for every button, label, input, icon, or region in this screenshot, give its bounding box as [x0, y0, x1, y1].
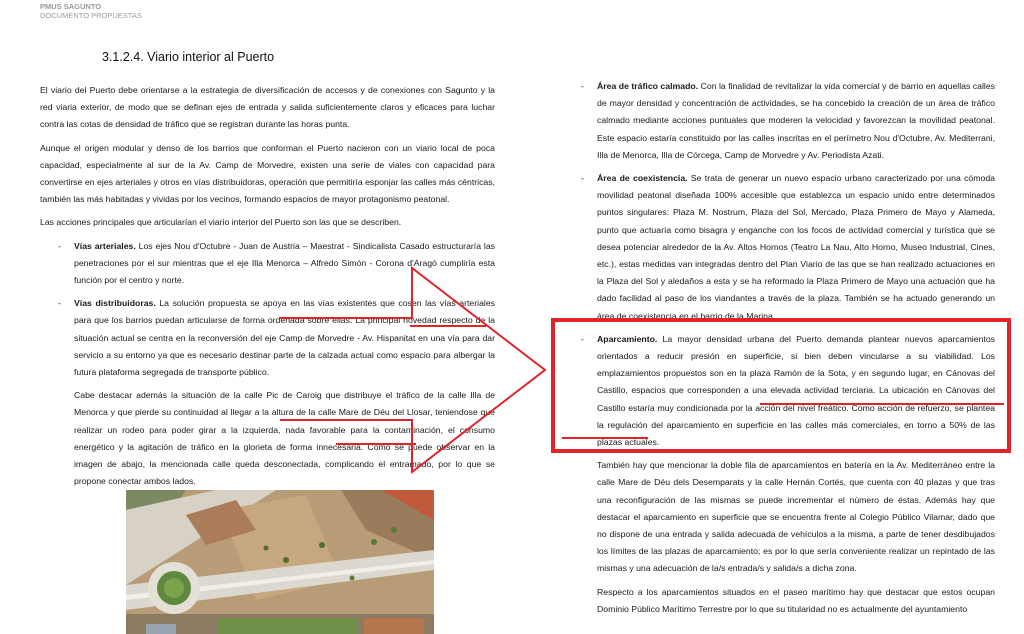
paragraph: Respecto a los aparcamientos situados en el paseo marítimo hay que destacar que estos ocupan Dominio Público Marítimo Terrestre por lo que su titularidad no es actualmente del ayuntamiento: [597, 586, 995, 614]
paragraph: También hay que mencionar la doble fila de aparcamientos en batería en la Av. Mediterráneo entre la calle Mare de Déu dels Desemparats y la calle Hernán Cortés, que cuenta con 40 plazas y que tras una reconfiguración de las mismas se puede incrementar el número de éstas. Además hay que destacar el aparcamiento en superficie que se encuentra frente al Colegio Público Vilamar, dado que no dispone de una entrada y salida adecuada de vehículos a la misma, a parte de tener desdibujados los límites de las plazas de aparcamiento; es por lo que sería conveniente realizar un repintado de las mismas y una adecuación de la/s entrada/s y salida/s a dicha zona.: [597, 460, 995, 574]
bullet-dash: -: [581, 81, 584, 91]
bullet-dash: -: [581, 173, 584, 184]
bullet-term: Vías arteriales.: [74, 240, 136, 251]
bullet-text: La mayor densidad urbana del Puerto demanda plantear nuevos aparcamientos orientados a reducir presión en superficie, si bien deben vincularse a su viabilidad. Los emplazamientos propuestos son en la plaza Ramón de la Sota, y en segundo lugar, en Cánovas del Castillo, espacios que corresponden a una elevada actividad terciaria. La ubicación en Cánovas del Castillo estaría muy condicionada por la acción del nivel freático. Como acción de refuerzo, se plantea la regulación del aparcamiento en superficie en las calles más comerciales, en torno a 50% de las plazas actuales.: [597, 333, 995, 448]
header-title: PMUS SAGUNTO: [40, 2, 102, 11]
bullet-term: Área de coexistencia.: [597, 173, 688, 184]
bullet-text: Se trata de generar un nuevo espacio urbano caracterizado por una cómoda movilidad peatonal diseñada 100% accesible que establezca un espacio unido entre determinados puntos singulares: Plaza M. Nostrum, Plaza del Sol, Mercado, Plaza Primero de Mayo y Alameda, punto que actuaría como bisagra y enganche con los focos de actividad comercial y turística que se desea potenciar alrededor de la Av. Altos Hornos (Teatro La Nau, Alto Horno, Museo Industrial, Cines, etc.), estas medidas van integradas dentro del Plan Viario de las que se han realizado actuaciones en la Plaza del Sol y aledaños a esta y se ha reformado la Plaza Primero de Mayo una actuación que ha dado facilidad al paso de los viandantes a través de la plaza. También se ha actuado generando un área de coexistencia en el barrio de la Marina.: [597, 173, 995, 321]
red-underlines: [336, 326, 1004, 444]
section-title: 3.1.2.4. Viario interior al Puerto: [102, 50, 275, 64]
paragraph: Las acciones principales que articularían el viario interior del Puerto son las que se describen.: [40, 217, 402, 228]
bullet-term: Área de tráfico calmado.: [597, 81, 699, 91]
bullet-term: Aparcamiento.: [597, 333, 658, 344]
paragraph: Cabe destacar además la situación de la calle Pic de Caroig que distribuye el tráfico de la calle Illa de Menorca y que pierde su continuidad al llegar a la altura de la calle Mare de Déu del Llosar, teniendose que realizar un rodeo para poder girar a la izquierda, nada favorable para la contaminación, el consumo energético y la agitación de tráfico en la glorieta de forma innecesaria. Como se puede observar en la imagen de abajo, la mencionada calle queda desconectada, complicando el entramado, por lo que se propone conectar ambos lados.: [74, 390, 495, 487]
bullet-dash: -: [58, 240, 61, 251]
header-subtitle: DOCUMENTO PROPUESTAS: [40, 11, 142, 20]
bullet-text: Con la finalidad de revitalizar la vida comercial y de barrio en aquellas calles de mayor densidad y concentración de actividades, se ha concebido la creación de un área de tráfico calmado mediante acciones puntuales que moderen la velocidad y favorezcan la movilidad peatonal. Este espacio estaría constituido por las calles inscritas en el perímetro Nou d'Octubre, Av. Mediterrani, Illa de Menorca, Illa de Córcega, Camp de Morvedre y Av. Periodista Azati.: [597, 81, 995, 160]
bullet-term: Vías distribuidoras.: [74, 298, 156, 309]
bullet-text: La solución propuesta se apoya en las vías existentes que cosen las vías arteriales para que los barrios puedan articularse de forma ordenada sobre ellas. La principal novedad respecto de la situación actual se centra en la reconversión del eje Camp de Morvedre - Av. Hispanitat en una vía para dar servicio a su entorno ya que es necesario destinar parte de la calzada actual como espacio para albergar la futura plataforma segregada de transporte público.: [74, 298, 495, 378]
paragraph: El viario del Puerto debe orientarse a la estrategia de diversificación de accesos y de conexiones con Sagunto y la red viaria exterior, de modo que se definan ejes de entrada y salida suficientemente claros y eficaces para luchar contra las cotas de densidad de tráfico que se registran durante las horas punta.: [40, 85, 495, 130]
bullet-dash: -: [58, 298, 61, 309]
bullet-dash: -: [581, 333, 584, 344]
bullet-text: Los ejes Nou d'Octubre - Juan de Austria – Maestrat - Sindicalista Casado estructuraría las penetraciones por el sur mientras que el eje Illa Menorca – Alfredo Simón - Corona d'Aragó cumpliría esta función por el centro y norte.: [74, 240, 495, 286]
paragraph: Aunque el origen modular y denso de los barrios que conforman el Puerto nacieron con un viario local de poca capacidad, especialmente al sur de la Av. Camp de Morvedre, existen una serie de viales con capacidad para convertirse en ejes arteriales y otros en vías distribuidoras, operación que permitiría esponjar las calles más céntricas, también las más habitadas y vividas por los vecinos, formando espacios de mayor protagonismo peatonal.: [40, 142, 495, 205]
red-arrow: [280, 268, 545, 472]
